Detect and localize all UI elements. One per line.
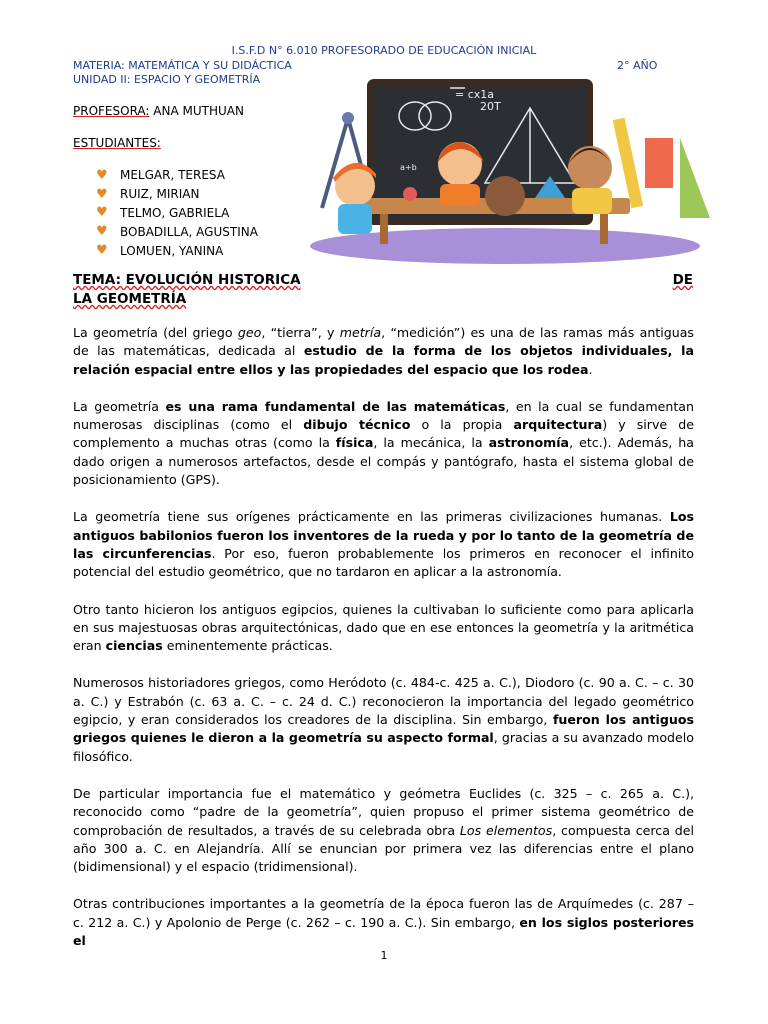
list-item: ♥ LOMUEN, YANINA — [96, 243, 224, 259]
heart-bullet-icon: ♥ — [96, 243, 108, 259]
estudiantes-label: ESTUDIANTES: — [73, 136, 161, 150]
list-item: ♥ BOBADILLA, AGUSTINA — [96, 224, 258, 240]
students-list — [96, 166, 258, 260]
profesora-line — [73, 104, 244, 118]
materia-header: MATERIA: MATEMÁTICA Y SU DIDÁCTICA — [73, 59, 292, 72]
heart-bullet-icon: ♥ — [96, 186, 108, 202]
page-title — [73, 272, 693, 307]
institute-header: I.S.F.D N° 6.010 PROFESORADO DE EDUCACIÓN INICIAL — [231, 44, 537, 57]
paragraph-1: La geometría (del griego geo, “tierra”, y metría, “medición”) es una de las ramas más antiguas de las matemáticas, dedicada al estudio de la forma de los objetos individuales, la relación espacial entre ellos y las propiedades del espacio que los rodea. — [73, 325, 694, 377]
title-line-2: LA GEOMETRÍA — [73, 291, 187, 307]
unidad-header: UNIDAD II: ESPACIO Y GEOMETRÍA — [73, 73, 261, 86]
classroom-illustration — [300, 78, 720, 268]
heart-bullet-icon: ♥ — [96, 224, 108, 240]
list-item: ♥ MELGAR, TERESA — [96, 167, 225, 183]
kid-right — [568, 146, 612, 214]
list-item: ♥ TELMO, GABRIELA — [96, 205, 230, 221]
title-line-1-end: DE — [672, 272, 693, 288]
kid-center — [438, 142, 484, 206]
paragraph-6: De particular importancia fue el matemático y geómetra Euclides (c. 325 – c. 265 a. C.), reconocido como “padre de la geometría”, quien propuso el primer sistema geométrico de comprobación de resultados, a través de su celebrada obra Los elementos, compuesta cerca del año 300 a. C. en Alejandría. Allí se enuncian por primera vez las diferencias entre el plano (bidimensional) y el espacio (tridimensional). — [73, 785, 694, 875]
title-line-1: TEMA: EVOLUCIÓN HISTORICA — [73, 272, 301, 288]
board-formula-3: a+b — [400, 163, 417, 172]
list-item: ♥ RUIZ, MIRIAN — [96, 186, 200, 202]
board-formula-1: = cx1a — [455, 88, 495, 101]
paragraph-5: Numerosos historiadores griegos, como Heródoto (c. 484-c. 425 a. C.), Diodoro (c. 90 a. C. – c. 30 a. C.) y Estrabón (c. 63 a. C. – c. 24 d. C.) reconocieron la importancia del legado geométrico egipcio, y eran considerados los creadores de la disciplina. Sin embargo, fueron los antiguos griegos quienes le dieron a la geometría su aspecto formal, gracias a su avanzado modelo filosófico. — [73, 675, 694, 764]
paragraph-3: La geometría tiene sus orígenes prácticamente en las primeras civilizaciones humanas. Los antiguos babilonios fueron los inventores de la rueda y por lo tanto de la geometría de las circunferencias. Por eso, fueron probablemente los primeros en reconocer el infinito potencial del estudio geométrico, que no tardaron en aplicar a la astronomía. — [73, 509, 694, 580]
paragraph-2: La geometría es una rama fundamental de las matemáticas, en la cual se fundamentan numerosas disciplinas (como el dibujo técnico o la propia arquitectura) y sirve de complemento a muchas otras (como la física, la mecánica, la astronomía, etc.). Además, ha dado origen a numerosos artefactos, desde el compás y pantógrafo, hasta el sistema global de posicionamiento (GPS). — [73, 398, 695, 488]
board-formula-2: 20T — [480, 100, 501, 113]
paragraph-4: Otro tanto hicieron los antiguos egipcios, quienes la cultivaban lo suficiente como para aplicarla en sus majestuosas obras arquitectónicas, dado que en ese entonces la geometría y la aritmética eran ciencias eminentemente prácticas. — [73, 601, 694, 654]
profesora-name: ANA MUTHUAN — [153, 104, 244, 118]
page-number: 1 — [380, 949, 388, 962]
paragraph-7: Otras contribuciones importantes a la geometría de la época fueron las de Arquímedes (c. 287 – c. 212 a. C.) y Apolonio de Perge (c. 262 – c. 190 a. C.). Sin embargo, en los siglos posteriores el — [73, 896, 695, 949]
kid-left — [333, 163, 376, 234]
heart-bullet-icon: ♥ — [96, 205, 108, 221]
heart-bullet-icon: ♥ — [96, 167, 108, 183]
document-body — [73, 324, 694, 969]
kid-back — [485, 176, 525, 216]
year-header: 2° AÑO — [617, 59, 658, 72]
profesora-label: PROFESORA: — [73, 104, 150, 118]
